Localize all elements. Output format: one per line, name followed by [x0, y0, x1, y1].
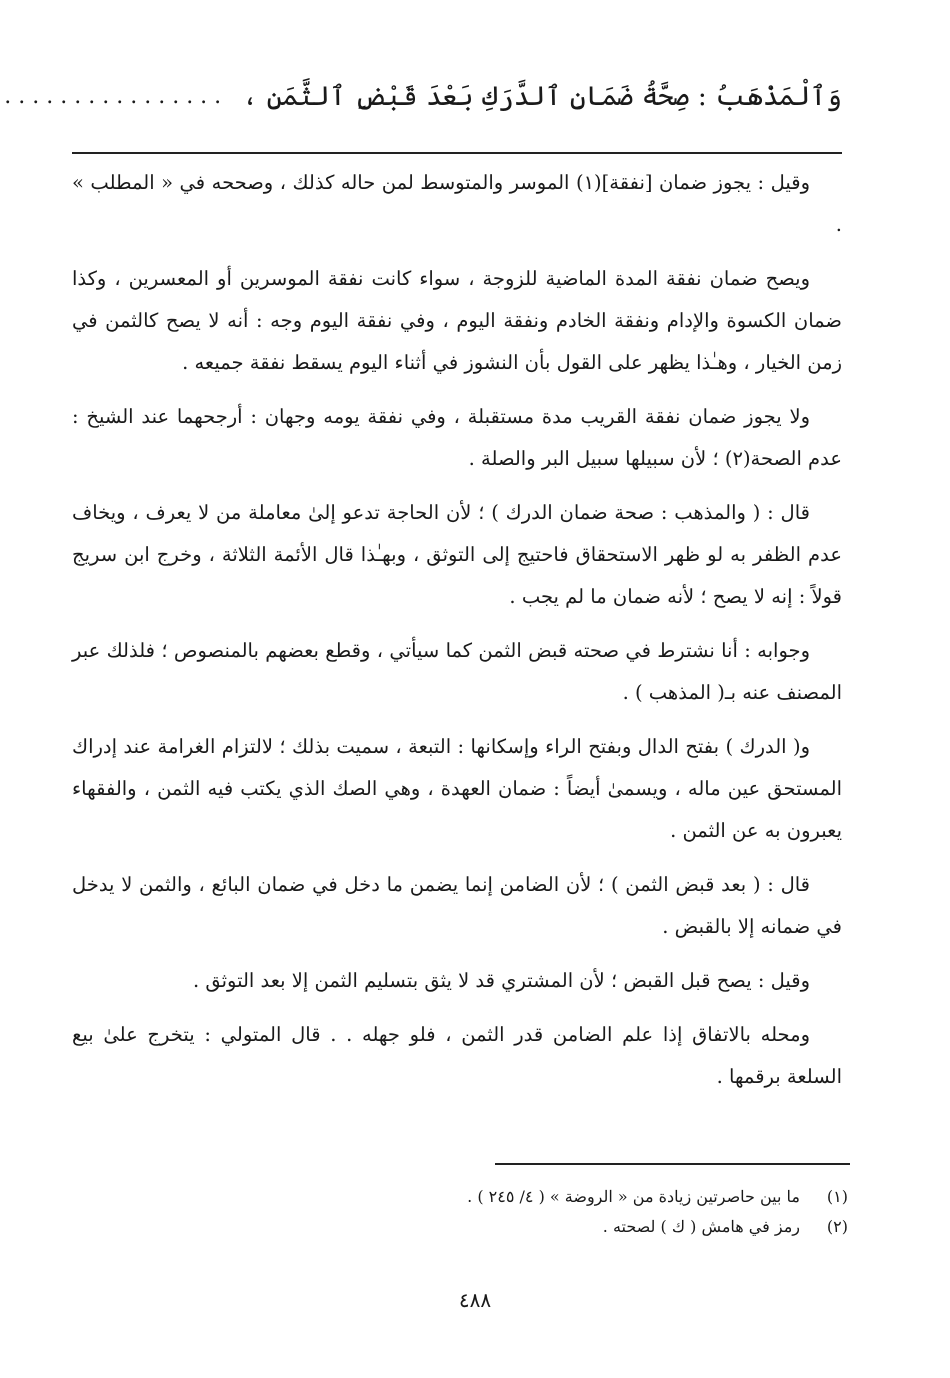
footnote-divider — [495, 1163, 850, 1165]
paragraph: قال : ( بعد قبض الثمن ) ؛ لأن الضامن إنما يضمن ما دخل في ضمان البائع ، والثمن لا يدخل في ضمانه إلا بالقبض . — [72, 873, 842, 938]
footnote-item — [72, 1212, 848, 1242]
header-divider — [72, 152, 842, 154]
footnote-number: (٢) — [826, 1217, 848, 1236]
paragraph: قال : ( والمذهب : صحة ضمان الدرك ) ؛ لأن الحاجة تدعو إلىٰ معاملة من لا يعرف ، ويخاف عدم الظفر به لو ظهر الاستحقاق فاحتيج إلى التوثق ، وبهـٰذا قال الأئمة الثلاثة ، وخرج ابن سريج قولاً : إنه لا يصح ؛ لأنه ضمان ما لم يجب . — [72, 501, 842, 608]
paragraph: و( الدرك ) بفتح الدال وبفتح الراء وإسكانها : التبعة ، سميت بذلك ؛ لالتزام الغرامة عند إدراك المستحق عين ماله ، ويسمىٰ أيضاً : ضمان العهدة ، وهي الصك الذي يكتب فيه الثمن ، والفقهاء يعبرون به عن الثمن . — [72, 735, 842, 842]
header-leader-dots: ................ — [4, 83, 229, 109]
running-header — [4, 66, 842, 126]
footnotes — [72, 1182, 848, 1242]
footnote-text: رمز في هامش ( ك ) لصحته . — [602, 1217, 800, 1236]
paragraph: ولا يجوز ضمان نفقة القريب مدة مستقبلة ، وفي نفقة يومه وجهان : أرجحهما عند الشيخ : عدم الصحة(٢) ؛ لأن سبيلها سبيل البر والصلة . — [72, 405, 842, 470]
paragraph: وقيل : يصح قبل القبض ؛ لأن المشتري قد لا يثق بتسليم الثمن إلا بعد التوثق . — [192, 969, 810, 992]
footnote-item — [72, 1182, 848, 1212]
page-number: ٤٨٨ — [458, 1288, 492, 1312]
footnote-number: (١) — [826, 1187, 848, 1206]
paragraph: وجوابه : أنا نشترط في صحته قبض الثمن كما سيأتي ، وقطع بعضهم بالمنصوص ؛ فلذلك عبر المصنف عنه بـ( المذهب ) . — [72, 639, 842, 704]
header-title: وَٱلْمَذْهَبُ : صِحَّةُ ضَمَانِ ٱلدَّرَكِ بَعْدَ قَبْضِ ٱلثَّمَنِ ، — [242, 80, 842, 112]
main-text — [72, 162, 842, 1110]
paragraph: وقيل : يجوز ضمان [نفقة](١) الموسر والمتوسط لمن حاله كذلك ، وصححه في « المطلب » . — [72, 171, 842, 236]
paragraph: ومحله بالاتفاق إذا علم الضامن قدر الثمن ، فلو جهله . . قال المتولي : يتخرج علىٰ بيع السلعة برقمها . — [72, 1023, 842, 1088]
paragraph: ويصح ضمان نفقة المدة الماضية للزوجة ، سواء كانت نفقة الموسرين أو المعسرين ، وكذا ضمان الكسوة والإدام ونفقة الخادم ونفقة اليوم ، وفي نفقة اليوم وجه : أنه لا يصح كالثمن في زمن الخيار ، وهـٰذا يظهر على القول بأن النشوز في أثناء اليوم يسقط نفقة جميعه . — [72, 267, 842, 374]
footnote-text: ما بين حاصرتين زيادة من « الروضة » ( ٤/ ٢٤٥ ) . — [467, 1187, 800, 1206]
